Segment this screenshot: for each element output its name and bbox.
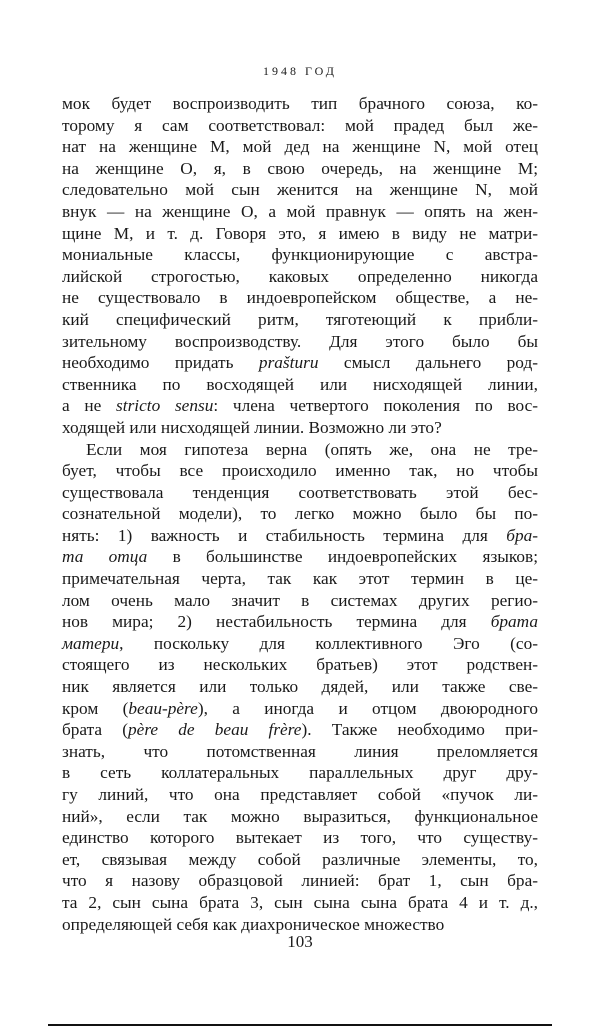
text-run: следовательно мой сын женится на женщине N, мой <box>62 180 538 200</box>
page-number: 103 <box>287 932 313 951</box>
text-run: существовала тенденция соответствовать этой бес- <box>62 482 538 502</box>
text-line <box>62 417 538 439</box>
text-run: кром ( <box>62 698 129 718</box>
text-run: ник является или только дядей, или также све- <box>62 677 538 697</box>
body-text <box>62 93 538 935</box>
text-run: ). Также необходимо при- <box>301 720 538 740</box>
text-line <box>62 287 538 309</box>
bottom-rule <box>48 1024 552 1026</box>
text-line <box>62 784 538 806</box>
paragraph <box>62 93 538 439</box>
text-run: брата ( <box>62 720 129 740</box>
text-line <box>62 115 538 137</box>
text-line <box>62 611 538 633</box>
italic-term: матери <box>62 633 120 653</box>
text-line <box>62 158 538 180</box>
text-line <box>62 806 538 828</box>
text-run: что я назову образцовой линией: брат 1, сын бра- <box>62 871 538 891</box>
paragraph <box>62 439 538 936</box>
text-run: внук — на женщине O, а мой правнук — опять на жен- <box>62 201 538 221</box>
text-run: та 2, сын сына брата 3, сын сына сына брата 4 и т. д., <box>62 892 538 912</box>
text-run: нов мира; 2) нестабильность термина для <box>62 612 491 632</box>
text-line <box>62 136 538 158</box>
text-line <box>62 201 538 223</box>
text-line <box>62 568 538 590</box>
text-line <box>62 266 538 288</box>
text-run: кий специфический ритм, тяготеющий к прибли- <box>62 309 538 329</box>
italic-term: та отца <box>62 547 148 567</box>
text-run: стоящего из нескольких братьев) этот родствен- <box>62 655 538 675</box>
italic-term: père de beau frère <box>128 720 302 740</box>
text-line <box>62 460 538 482</box>
text-run: ), а иногда и отцом двоюродного <box>197 698 538 718</box>
text-line <box>62 309 538 331</box>
text-run: ний», если так можно выразиться, функциональное <box>62 806 538 826</box>
text-run: гу линий, что она представляет собой «пучок ли- <box>62 785 538 804</box>
text-run: ственника по восходящей или нисходящей линии, <box>62 374 538 394</box>
text-line <box>62 827 538 849</box>
text-line <box>62 482 538 504</box>
text-run: зительному воспроизводству. Для этого было бы <box>62 331 538 351</box>
text-run: , поскольку для коллективного Эго (со- <box>119 633 538 653</box>
text-run: нять: 1) важность и стабильность термина для <box>62 525 507 545</box>
text-line <box>62 546 538 568</box>
text-line <box>62 633 538 655</box>
text-run: лийской строгостью, каковых определенно никогда <box>62 266 538 286</box>
text-run: нат на женщине M, мой дед на женщине N, мой отец <box>62 137 538 157</box>
text-run: лом очень мало значит в системах других регио- <box>62 590 538 610</box>
text-run: определяющей себя как диахроническое множество <box>62 914 445 934</box>
text-run: единство которого вытекает из того, что существу- <box>62 828 538 848</box>
text-run: ходящей или нисходящей линии. Возможно ли это? <box>62 417 442 437</box>
text-line <box>62 676 538 698</box>
text-run: : члена четвертого поколения по вос- <box>213 396 538 416</box>
text-line <box>62 439 538 461</box>
text-run: в большинстве индоевропейских языков; <box>147 547 538 567</box>
text-line <box>62 590 538 612</box>
text-run: торому я сам соответствовал: мой прадед был же- <box>62 115 538 135</box>
text-run: Если моя гипотеза верна (опять же, она не тре- <box>86 439 538 459</box>
text-line <box>62 223 538 245</box>
text-line <box>62 374 538 396</box>
italic-term: beau-père <box>128 698 198 718</box>
text-line <box>62 849 538 871</box>
text-run: мониальные классы, функционирующие с австра- <box>62 245 538 265</box>
text-line <box>62 892 538 914</box>
text-run: не существовало в индоевропейском обществе, а не- <box>62 288 538 308</box>
text-line <box>62 654 538 676</box>
text-run: примечательная черта, так как этот термин в це- <box>62 569 538 589</box>
text-run: в сеть коллатеральных параллельных друг дру- <box>62 763 538 783</box>
text-line <box>62 244 538 266</box>
text-line <box>62 762 538 784</box>
text-line <box>62 870 538 892</box>
text-run: ет, связывая между собой различные элементы, то, <box>62 849 538 869</box>
text-line <box>62 179 538 201</box>
italic-term: бра- <box>506 525 538 545</box>
text-run: сознательной модели), то легко можно было бы по- <box>62 504 538 524</box>
text-run: необходимо придать <box>62 353 259 373</box>
text-line <box>62 352 538 374</box>
text-run: знать, что потомственная линия преломляется <box>62 741 538 761</box>
text-run: бует, чтобы все происходило именно так, но чтобы <box>62 461 538 481</box>
text-run: щине M, и т. д. Говоря это, я имею в виду не матри- <box>62 223 538 243</box>
italic-term: prašturu <box>258 353 319 373</box>
text-line <box>62 331 538 353</box>
text-line <box>62 719 538 741</box>
text-run: а не <box>62 396 117 416</box>
text-line <box>62 741 538 763</box>
italic-term: брата <box>490 612 538 632</box>
text-run: смысл дальнего род- <box>318 353 538 373</box>
text-line <box>62 395 538 417</box>
running-head: 1948 ГОД <box>263 64 337 78</box>
text-line <box>62 93 538 115</box>
text-line <box>62 698 538 720</box>
text-run: на женщине O, я, в свою очередь, на женщине M; <box>62 158 538 178</box>
text-run: мок будет воспроизводить тип брачного союза, ко- <box>62 94 538 113</box>
italic-term: stricto sensu <box>116 396 214 416</box>
text-line <box>62 525 538 547</box>
text-line <box>62 503 538 525</box>
